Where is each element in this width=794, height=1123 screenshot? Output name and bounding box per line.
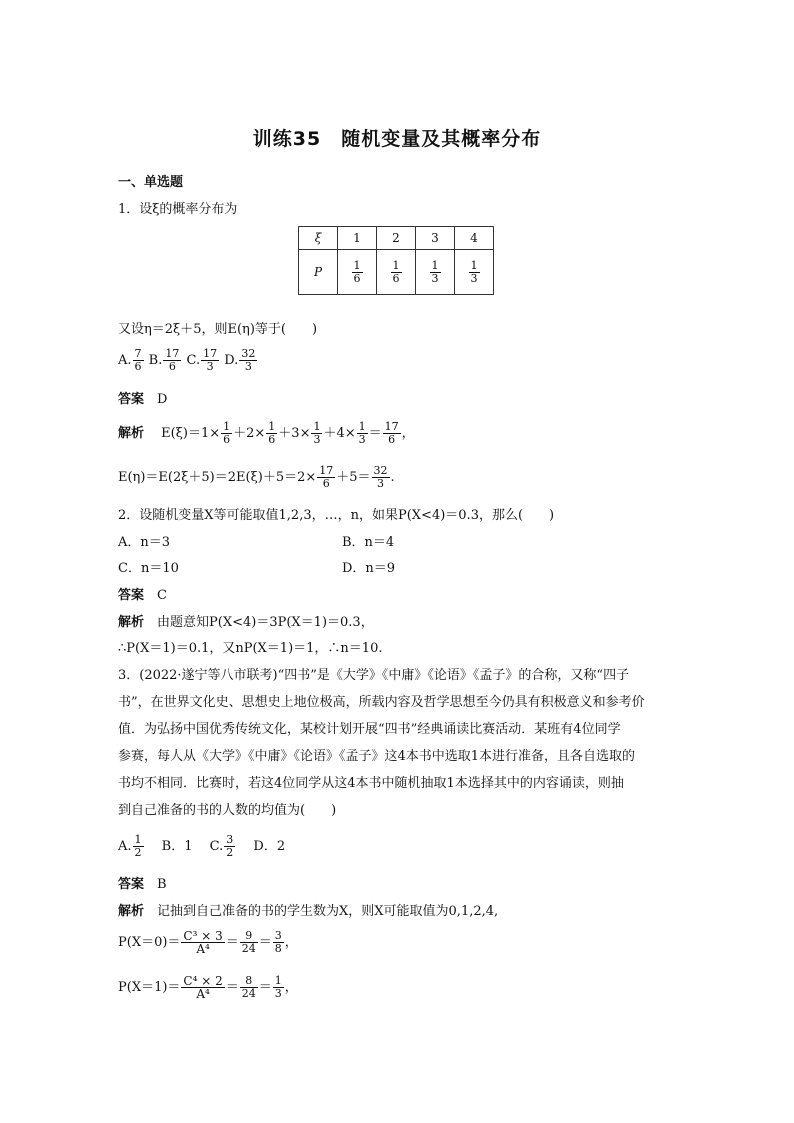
- q1-analysis-line1: 解析 E(ξ)＝1× $\frac{1}{6}$ ＋2× $\frac{1}{6}$ ＋3× $\frac{1}{3}$ ＋4× $\frac{1}{3}$ ＝ $\frac{17}{6}$ ，: [118, 420, 415, 446]
- q3-stem-line: 3．(2022·遂宁等八市联考)“四书”是《大学》《中庸》《论语》《孟子》的合称，又称“四子: [118, 668, 630, 683]
- q1-answer: 答案 D: [118, 392, 168, 407]
- q2-option-b: B．n＝4: [342, 535, 395, 550]
- q3-analysis-line1: 解析 记抽到自己准备的书的学生数为X，则X可能取值为0,1,2,4,: [118, 904, 499, 919]
- option-c: C. $\frac{3}{2}$: [209, 833, 234, 859]
- q3-p1-line: P(X＝1)＝ $\frac{\text{C⁴ × 2}}{\text{A⁴}}$ ＝ $\frac{8}{24}$ ＝ $\frac{1}{3}$ ，: [118, 974, 298, 1001]
- table-cell: $\frac{1}{6}$: [377, 250, 416, 295]
- q1-analysis-line2: E(η)＝E(2ξ＋5)＝2E(ξ)＋5＝2× $\frac{17}{6}$ ＋5＝ $\frac{32}{3}$ .: [118, 464, 395, 490]
- q3-stem-line: 参赛，每人从《大学》《中庸》《论语》《孟子》这4本书中选取1本进行准备，且各自选取的: [118, 749, 636, 764]
- q3-options: [118, 834, 285, 859]
- option-b: B．1: [161, 839, 193, 854]
- q2-option-d: D．n＝9: [342, 561, 396, 576]
- q3-stem-line: 值．为弘扬中国优秀传统文化，某校计划开展“四书”经典诵读比赛活动．某班有4位同学: [118, 722, 621, 737]
- table-header-cell: 1: [338, 227, 377, 250]
- q1-followup: 又设η＝2ξ＋5，则E(η)等于( ): [118, 322, 318, 337]
- table-header-cell: 2: [377, 227, 416, 250]
- q1-options: [118, 348, 258, 373]
- option-c: C. $\frac{17}{3}$: [186, 347, 218, 373]
- q2-stem: 2．设随机变量X等可能取值1,2,3，…，n，如果P(X<4)＝0.3，那么( ): [118, 508, 555, 523]
- q2-option-c: C．n＝10: [118, 561, 179, 576]
- table-row-label: P: [299, 250, 338, 295]
- table-header-cell: ξ: [299, 227, 338, 250]
- q1-distribution-table: [298, 226, 494, 295]
- q2-answer: 答案 C: [118, 588, 167, 603]
- q3-stem-line: 书”，在世界文化史、思想史上地位极高，所载内容及哲学思想至今仍具有积极意义和参考价: [118, 695, 645, 710]
- option-d: D. $\frac{32}{3}$: [224, 347, 256, 373]
- table-cell: $\frac{1}{6}$: [338, 250, 377, 295]
- q2-analysis-line1: 解析 由题意知P(X<4)＝3P(X＝1)＝0.3，: [118, 615, 374, 630]
- page-title: 训练35 随机变量及其概率分布: [252, 128, 542, 150]
- q3-stem-line: 到自己准备的书的人数的均值为( ): [118, 803, 337, 818]
- q1-stem: 1．设ξ的概率分布为: [118, 202, 238, 217]
- q2-analysis-line2: ∴P(X＝1)＝0.1，又nP(X＝1)＝1，∴n＝10.: [118, 641, 383, 656]
- option-d: D．2: [253, 839, 286, 854]
- option-a: A. $\frac{1}{2}$: [118, 833, 142, 859]
- q3-answer: 答案 B: [118, 877, 167, 892]
- q3-p0-line: P(X＝0)＝ $\frac{\text{C³ × 3}}{\text{A⁴}}$ ＝ $\frac{9}{24}$ ＝ $\frac{3}{8}$ ，: [118, 929, 298, 956]
- table-cell: $\frac{1}{3}$: [455, 250, 494, 295]
- option-a: A. $\frac{7}{6}$: [118, 347, 142, 373]
- table-header-cell: 3: [416, 227, 455, 250]
- option-b: B. $\frac{17}{6}$: [148, 347, 180, 373]
- section-heading: 一、单选题: [118, 175, 184, 190]
- table-row: [299, 227, 494, 250]
- table-row: [299, 250, 494, 295]
- table-cell: $\frac{1}{3}$: [416, 250, 455, 295]
- q3-stem-line: 书均不相同．比赛时，若这4位同学从这4本书中随机抽取1本选择其中的内容诵读，则抽: [118, 776, 624, 791]
- table-header-cell: 4: [455, 227, 494, 250]
- q2-option-a: A．n＝3: [118, 535, 171, 550]
